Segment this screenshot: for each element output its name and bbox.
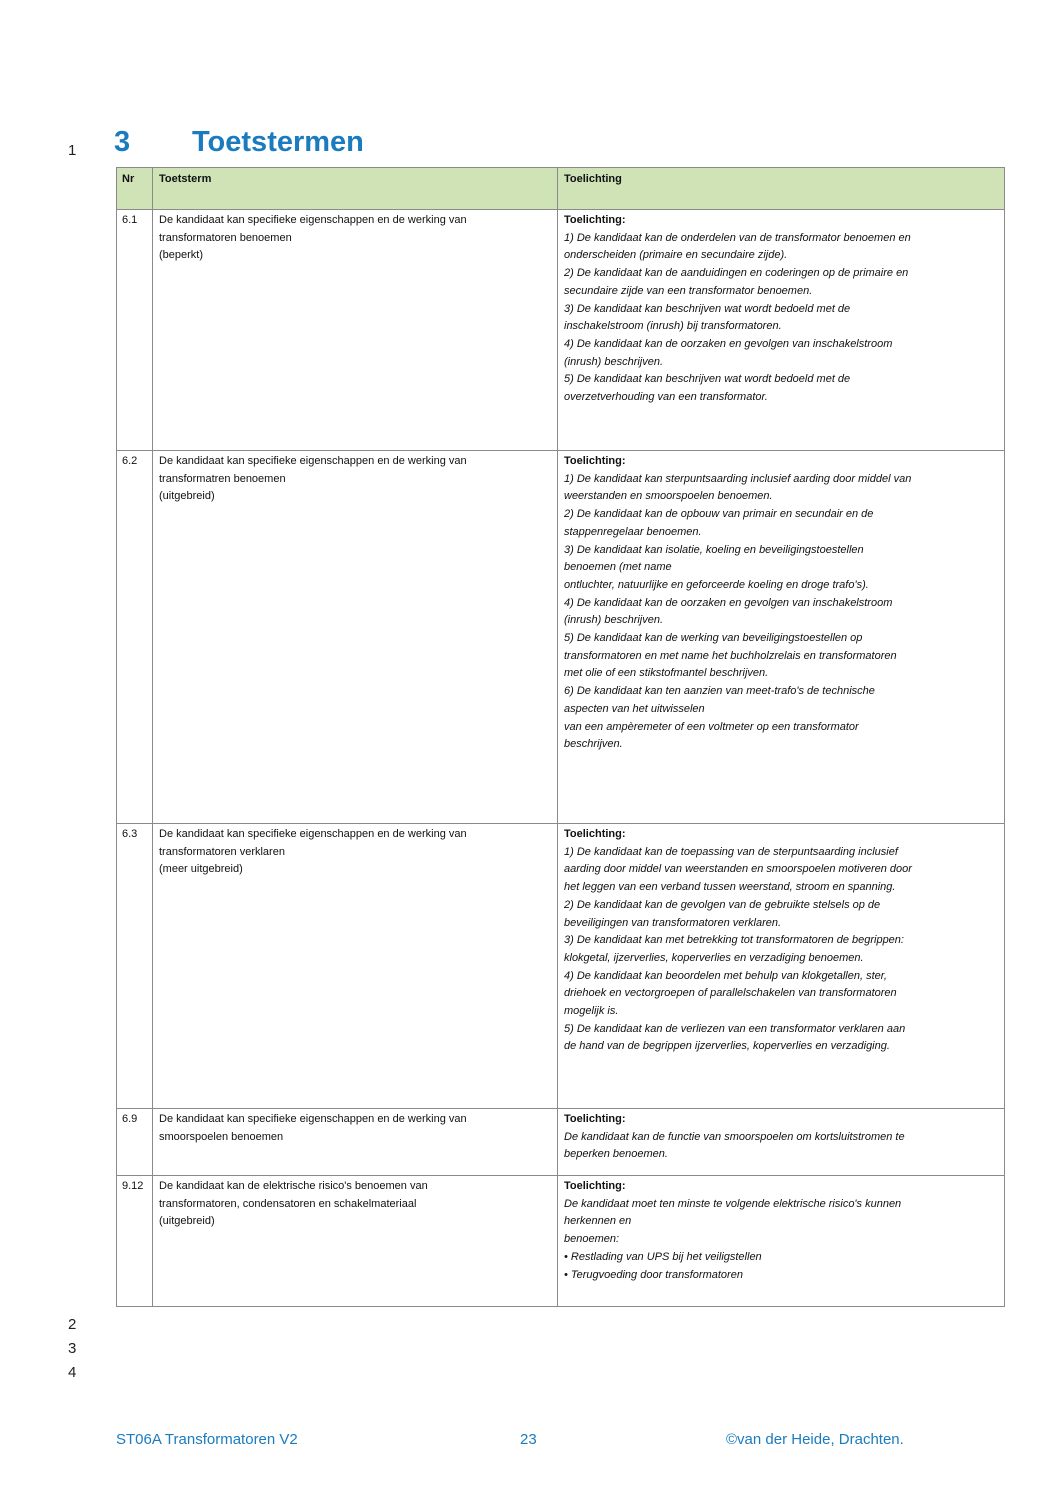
row-toelichting: [558, 451, 1005, 824]
section-title: Toetstermen: [192, 126, 364, 158]
toelichting-line: benoemen:: [564, 1233, 620, 1246]
section-heading: [114, 126, 364, 166]
row-toelichting: [558, 1109, 1005, 1176]
header-toelichting: Toelichting: [558, 168, 1005, 210]
term-line: transformatoren, condensatoren en schakelmateriaal: [159, 1197, 417, 1210]
footer-copyright: ©van der Heide, Drachten.: [726, 1431, 904, 1448]
toelichting-line: (inrush) beschrijven.: [564, 355, 664, 368]
row-toetsterm: [153, 1176, 558, 1307]
line-number: 2: [68, 1316, 77, 1333]
toelichting-line: 3) De kandidaat kan beschrijven wat wordt bedoeld met de: [564, 302, 851, 315]
toelichting-line: 1) De kandidaat kan de onderdelen van de transformator benoemen en: [564, 231, 911, 244]
row-toetsterm: [153, 451, 558, 824]
toelichting-line: • Terugvoeding door transformatoren: [564, 1268, 743, 1281]
toelichting-line: 5) De kandidaat kan de verliezen van een transformator verklaren aan: [564, 1022, 906, 1035]
toelichting-line: 5) De kandidaat kan beschrijven wat wordt bedoeld met de: [564, 373, 851, 386]
toelichting-line: 5) De kandidaat kan de werking van beveiligingstoestellen op: [564, 632, 863, 645]
term-line: De kandidaat kan specifieke eigenschappen en de werking van: [159, 455, 467, 467]
header-toetsterm: Toetsterm: [153, 168, 558, 210]
section-number: 3: [114, 126, 131, 158]
header-nr: Nr: [117, 168, 153, 210]
toelichting-line: (inrush) beschrijven.: [564, 614, 664, 627]
row-nr: 6.2: [117, 451, 153, 824]
line-number: 3: [68, 1340, 77, 1357]
toelichting-label: Toelichting:: [564, 1113, 626, 1125]
row-nr: 6.3: [117, 824, 153, 1109]
footer-page-number: 23: [520, 1431, 537, 1448]
table-row: [117, 1176, 1005, 1307]
toelichting-line: overzetverhouding van een transformator.: [564, 391, 768, 404]
toelichting-line: weerstanden en smoorspoelen benoemen.: [564, 490, 773, 503]
toelichting-label: Toelichting:: [564, 214, 626, 226]
table-row: [117, 210, 1005, 451]
toelichting-line: beveiligingen van transformatoren verklaren.: [564, 916, 782, 929]
row-toetsterm: [153, 824, 558, 1109]
toelichting-line: 3) De kandidaat kan isolatie, koeling en beveiligingstoestellen: [564, 543, 864, 556]
toelichting-line: ontluchter, natuurlijke en geforceerde koeling en droge trafo's).: [564, 578, 869, 591]
toelichting-line: beschrijven.: [564, 738, 623, 751]
toelichting-line: 2) De kandidaat kan de aanduidingen en coderingen op de primaire en: [564, 267, 909, 280]
toelichting-line: onderscheiden (primaire en secundaire zijde).: [564, 249, 788, 262]
toelichting-line: 4) De kandidaat kan beoordelen met behulp van klokgetallen, ster,: [564, 969, 887, 982]
table-row: [117, 1109, 1005, 1176]
toelichting-line: De kandidaat kan de functie van smoorspoelen om kortsluitstromen te: [564, 1130, 905, 1143]
toelichting-line: 4) De kandidaat kan de oorzaken en gevolgen van inschakelstroom: [564, 596, 893, 609]
toelichting-line: het leggen van een verband tussen weerstand, stroom en spanning.: [564, 881, 896, 894]
term-line: (uitgebreid): [159, 1215, 215, 1228]
row-toelichting: [558, 824, 1005, 1109]
row-toetsterm: [153, 210, 558, 451]
toelichting-line: van een ampèremeter of een voltmeter op een transformator: [564, 720, 859, 733]
toelichting-label: Toelichting:: [564, 828, 626, 840]
line-number: 4: [68, 1364, 77, 1381]
row-toelichting: [558, 210, 1005, 451]
term-line: (beperkt): [159, 249, 204, 262]
toelichting-label: Toelichting:: [564, 455, 626, 467]
toelichting-line: stappenregelaar benoemen.: [564, 525, 702, 538]
toelichting-line: 2) De kandidaat kan de gevolgen van de gebruikte stelsels op de: [564, 898, 881, 911]
toelichting-line: • Restlading van UPS bij het veiligstellen: [564, 1250, 762, 1263]
term-line: transformatoren verklaren: [159, 845, 285, 858]
toelichting-line: aspecten van het uitwisselen: [564, 702, 705, 715]
line-number: 1: [68, 142, 77, 159]
toelichting-line: transformatoren en met name het buchholzrelais en transformatoren: [564, 649, 897, 662]
term-line: De kandidaat kan specifieke eigenschappen en de werking van: [159, 828, 467, 840]
footer-document-title: ST06A Transformatoren V2: [116, 1431, 298, 1448]
term-line: transformatoren benoemen: [159, 231, 292, 244]
table-header-row: [117, 168, 1005, 210]
term-line: De kandidaat kan specifieke eigenschappen en de werking van: [159, 1113, 467, 1125]
toelichting-line: 3) De kandidaat kan met betrekking tot transformatoren de begrippen:: [564, 934, 904, 947]
term-line: (uitgebreid): [159, 490, 215, 503]
toelichting-line: beperken benoemen.: [564, 1148, 668, 1161]
toelichting-line: klokgetal, ijzerverlies, koperverlies en verzadiging benoemen.: [564, 951, 864, 964]
toelichting-line: herkennen en: [564, 1215, 632, 1228]
toelichting-line: 1) De kandidaat kan sterpuntsaarding inclusief aarding door middel van: [564, 472, 912, 485]
toelichting-line: benoemen (met name: [564, 561, 672, 574]
term-line: (meer uitgebreid): [159, 863, 243, 876]
table-row: [117, 824, 1005, 1109]
toelichting-line: inschakelstroom (inrush) bij transformatoren.: [564, 320, 782, 333]
row-nr: 6.1: [117, 210, 153, 451]
toelichting-line: driehoek en vectorgroepen of parallelschakelen van transformatoren: [564, 987, 897, 1000]
term-line: transformatren benoemen: [159, 472, 286, 485]
term-line: De kandidaat kan specifieke eigenschappen en de werking van: [159, 214, 467, 226]
row-toelichting: [558, 1176, 1005, 1307]
toelichting-line: 2) De kandidaat kan de opbouw van primair en secundair en de: [564, 508, 874, 521]
row-nr: 6.9: [117, 1109, 153, 1176]
toetstermen-table: [116, 167, 1005, 1307]
row-toetsterm: [153, 1109, 558, 1176]
term-line: De kandidaat kan de elektrische risico's benoemen van: [159, 1180, 428, 1192]
table-row: [117, 451, 1005, 824]
toelichting-line: mogelijk is.: [564, 1005, 619, 1018]
toelichting-line: aarding door middel van weerstanden en smoorspoelen motiveren door: [564, 863, 912, 876]
toelichting-line: 4) De kandidaat kan de oorzaken en gevolgen van inschakelstroom: [564, 337, 893, 350]
row-nr: 9.12: [117, 1176, 153, 1307]
toelichting-line: 1) De kandidaat kan de toepassing van de sterpuntsaarding inclusief: [564, 845, 898, 858]
toelichting-line: met olie of een stikstofmantel beschrijven.: [564, 667, 769, 680]
toelichting-line: de hand van de begrippen ijzerverlies, koperverlies en verzadiging.: [564, 1040, 890, 1053]
toelichting-line: De kandidaat moet ten minste te volgende elektrische risico's kunnen: [564, 1197, 902, 1210]
toelichting-line: secundaire zijde van een transformator benoemen.: [564, 284, 813, 297]
toelichting-label: Toelichting:: [564, 1180, 626, 1192]
toelichting-line: 6) De kandidaat kan ten aanzien van meet-trafo's de technische: [564, 685, 875, 698]
term-line: smoorspoelen benoemen: [159, 1130, 284, 1143]
